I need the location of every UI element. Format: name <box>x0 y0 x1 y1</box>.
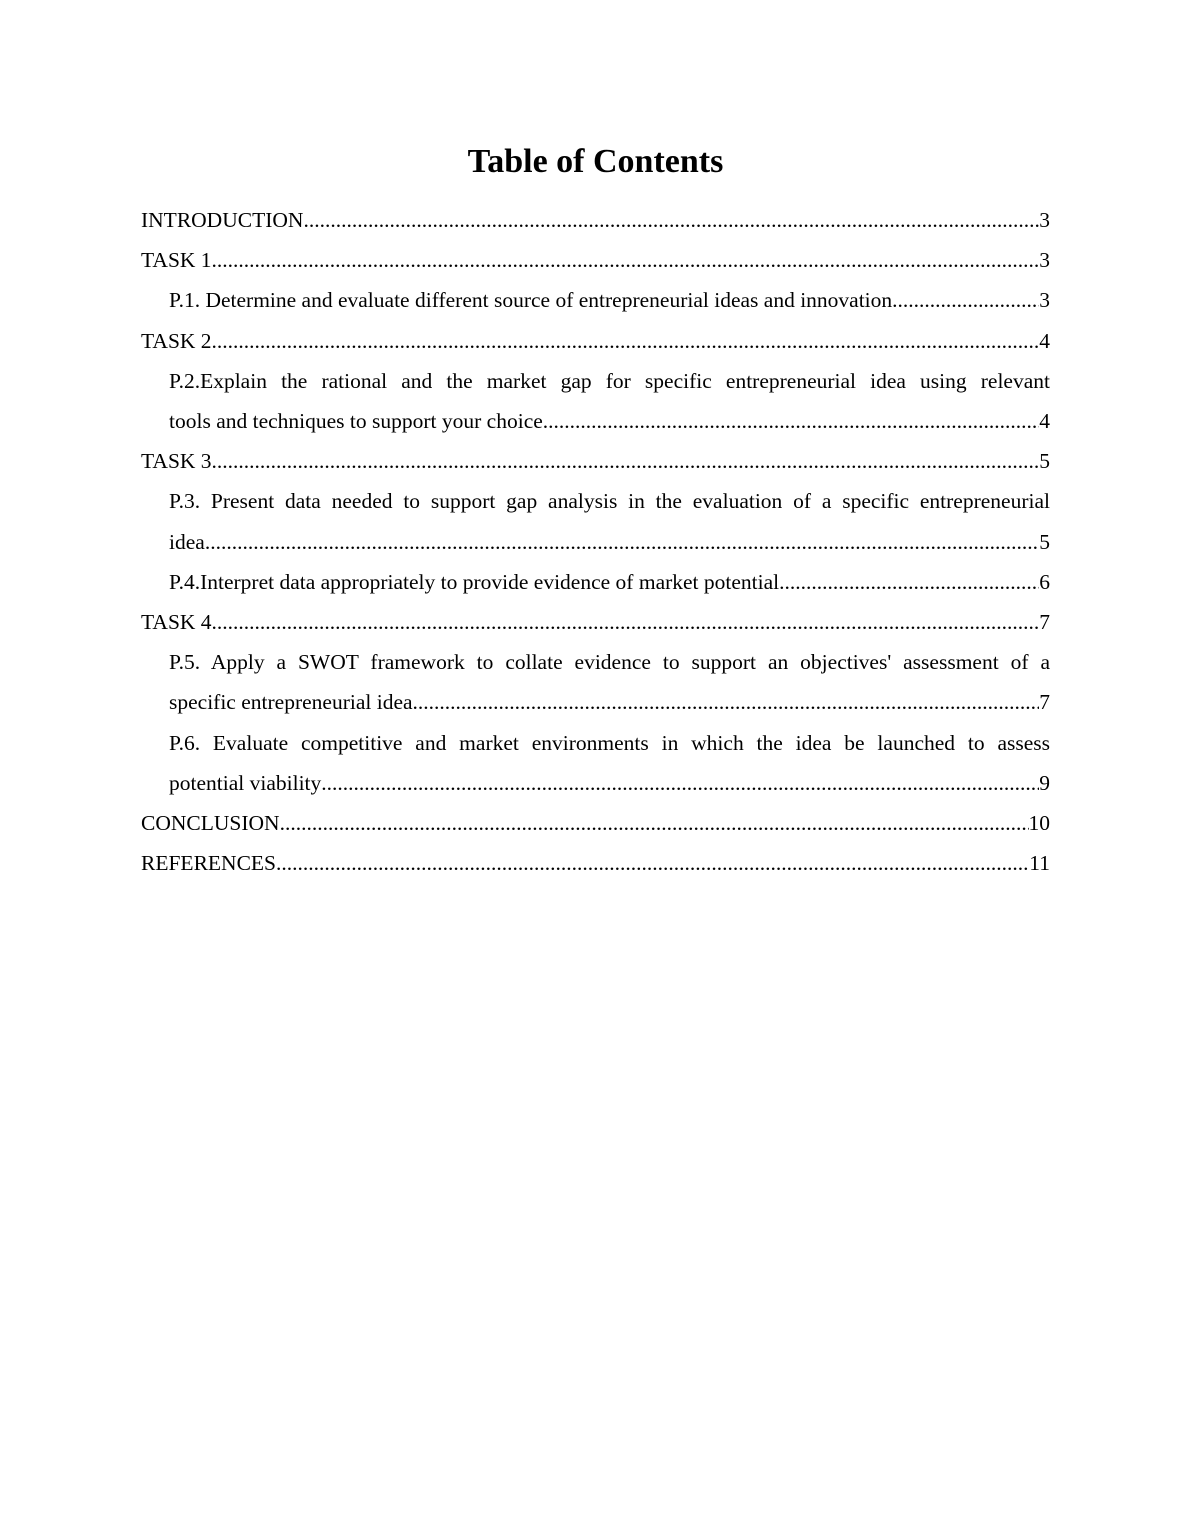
dot-leader <box>543 401 1039 441</box>
toc-entry-text: INTRODUCTION <box>141 208 304 232</box>
toc-subentry[interactable] <box>141 280 1050 320</box>
toc-page <box>141 138 1050 883</box>
toc-page-number: 7 <box>1039 690 1050 715</box>
toc-entry-line <box>141 321 1050 361</box>
toc-entry-line <box>141 602 1050 642</box>
toc-entry-text: P.1. Determine and evaluate different source of entrepreneurial ideas and innovation <box>169 288 893 313</box>
toc-entry[interactable] <box>141 602 1050 642</box>
toc-entry-line <box>141 240 1050 280</box>
toc-entry-text: specific entrepreneurial idea <box>169 690 413 715</box>
toc-entry-text: TASK 4 <box>141 610 212 635</box>
dot-leader <box>205 522 1039 562</box>
toc-entry-text: TASK 3 <box>141 449 212 474</box>
toc-page-number: 5 <box>1039 529 1050 554</box>
toc-page-number: 4 <box>1039 328 1050 353</box>
toc-subentry[interactable] <box>141 723 1050 803</box>
toc-title: Table of Contents <box>467 143 724 180</box>
dot-leader <box>280 803 1029 843</box>
toc-page-number: 3 <box>1039 208 1050 232</box>
dot-leader <box>212 441 1040 481</box>
toc-entry-line <box>169 280 1050 320</box>
dot-leader <box>303 200 1039 240</box>
toc-entry-text-line: P.2.Explain the rational and the market gap for specific entrepreneurial idea using relevant <box>169 368 1050 393</box>
toc-entry-line <box>141 441 1050 481</box>
toc-subentry[interactable] <box>141 642 1050 722</box>
toc-subentry[interactable] <box>141 481 1050 561</box>
toc-page-number: 6 <box>1039 569 1050 594</box>
toc-entry[interactable] <box>141 321 1050 361</box>
toc-list <box>141 200 1050 883</box>
toc-entry-line <box>169 763 1050 803</box>
toc-entry-text: REFERENCES <box>141 851 276 876</box>
toc-entry[interactable] <box>141 200 1050 240</box>
toc-entry-line <box>141 200 1050 240</box>
dot-leader <box>413 682 1040 722</box>
dot-leader <box>212 602 1040 642</box>
toc-page-number: 11 <box>1029 851 1050 876</box>
toc-subentry[interactable] <box>141 361 1050 441</box>
toc-entry[interactable] <box>141 803 1050 843</box>
toc-page-number: 7 <box>1039 610 1050 635</box>
dot-leader <box>276 843 1029 883</box>
toc-entry-text: tools and techniques to support your choice <box>169 409 543 434</box>
dot-leader <box>321 763 1039 803</box>
toc-entry[interactable] <box>141 240 1050 280</box>
toc-entry-text: CONCLUSION <box>141 811 280 836</box>
toc-page-number: 3 <box>1039 248 1050 273</box>
toc-entry-text: idea <box>169 529 205 554</box>
toc-page-number: 9 <box>1039 770 1050 795</box>
toc-entry-line <box>141 843 1050 883</box>
toc-page-number: 4 <box>1039 409 1050 434</box>
dot-leader <box>779 562 1039 602</box>
dot-leader <box>212 240 1040 280</box>
dot-leader <box>892 280 1039 320</box>
toc-page-number: 5 <box>1039 449 1050 474</box>
toc-entry-text: TASK 2 <box>141 328 212 353</box>
toc-entry-text-line: P.6. Evaluate competitive and market environments in which the idea be launched to assess <box>169 730 1050 755</box>
toc-entry-text-line: P.3. Present data needed to support gap analysis in the evaluation of a specific entrepreneurial <box>169 489 1050 514</box>
toc-subentry[interactable] <box>141 562 1050 602</box>
toc-entry-line <box>169 401 1050 441</box>
toc-entry[interactable] <box>141 843 1050 883</box>
toc-page-number: 3 <box>1039 288 1050 313</box>
toc-entry[interactable] <box>141 441 1050 481</box>
toc-entry-line <box>169 522 1050 562</box>
toc-entry-text: TASK 1 <box>141 248 212 273</box>
dot-leader <box>212 321 1040 361</box>
toc-entry-line <box>169 562 1050 602</box>
toc-entry-text: potential viability <box>169 770 322 795</box>
toc-entry-line <box>141 803 1050 843</box>
toc-entry-line <box>169 682 1050 722</box>
toc-entry-text-line: P.5. Apply a SWOT framework to collate evidence to support an objectives' assessment of a <box>169 650 1050 675</box>
toc-entry-text: P.4.Interpret data appropriately to provide evidence of market potential <box>169 569 780 594</box>
toc-page-number: 10 <box>1028 811 1050 836</box>
